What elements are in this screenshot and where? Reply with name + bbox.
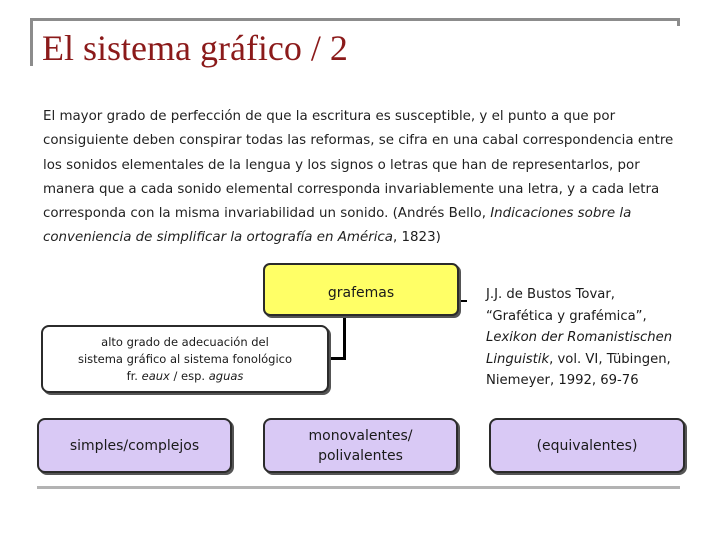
connector-grafemas-right	[459, 300, 467, 302]
adecuacion-separator: / esp.	[169, 368, 209, 383]
slide-title: El sistema gráfico / 2	[42, 28, 348, 68]
adecuacion-examples	[127, 368, 244, 385]
monovalentes-box	[263, 418, 458, 473]
frame-right-tick	[677, 18, 680, 26]
connector-adecuacion-right	[329, 357, 346, 360]
citation-journal: Lexikon der Romanistischen Linguistik	[486, 330, 673, 367]
citation-details: , vol. VI, Tübingen, Niemeyer, 1992, 69-76	[486, 351, 671, 388]
citation	[486, 284, 706, 392]
monovalentes-line-1: monovalentes/	[308, 427, 413, 444]
equivalentes-label: (equivalentes)	[536, 437, 638, 454]
monovalentes-line-2: polivalentes	[318, 447, 403, 464]
grafemas-label: grafemas	[327, 285, 395, 301]
adecuacion-box	[41, 325, 329, 393]
frame-top-rule	[30, 18, 678, 21]
quote-work-title: Indicaciones sobre la conveniencia de simplificar la ortografía en América	[43, 206, 632, 246]
simples-complejos-box	[37, 418, 232, 473]
adecuacion-example-es: aguas	[208, 368, 244, 383]
frame-left-rule	[30, 18, 33, 66]
quote-main-text: El mayor grado de perfección de que la escritura es susceptible, y el punto a que por consiguiente deben conspirar todas las reformas, se cifra en una cabal correspondencia entre los sonidos elementales de la lengua y los signos o letras que han de representarlos, por manera que a cada sonido elemental corresponda invariablemente una letra, y a cada letra corresponda con la misma invariabilidad un sonido. (Andrés Bello,	[43, 109, 674, 222]
adecuacion-example-fr: eaux	[141, 368, 170, 383]
quote-paragraph	[43, 105, 683, 251]
adecuacion-line-2: sistema gráfico al sistema fonológico	[77, 351, 293, 366]
adecuacion-line-1: alto grado de adecuación del	[101, 334, 269, 349]
connector-grafemas-down	[343, 316, 346, 360]
citation-source	[486, 327, 706, 392]
citation-author: J.J. de Bustos Tovar,	[486, 287, 615, 302]
simples-complejos-label: simples/complejos	[69, 437, 200, 454]
quote-year: , 1823)	[393, 230, 441, 246]
grafemas-box	[263, 263, 459, 316]
equivalentes-box	[489, 418, 685, 473]
citation-article: “Grafética y grafémica”,	[486, 308, 647, 324]
bottom-rule	[37, 486, 680, 489]
adecuacion-prefix: fr.	[126, 368, 142, 383]
